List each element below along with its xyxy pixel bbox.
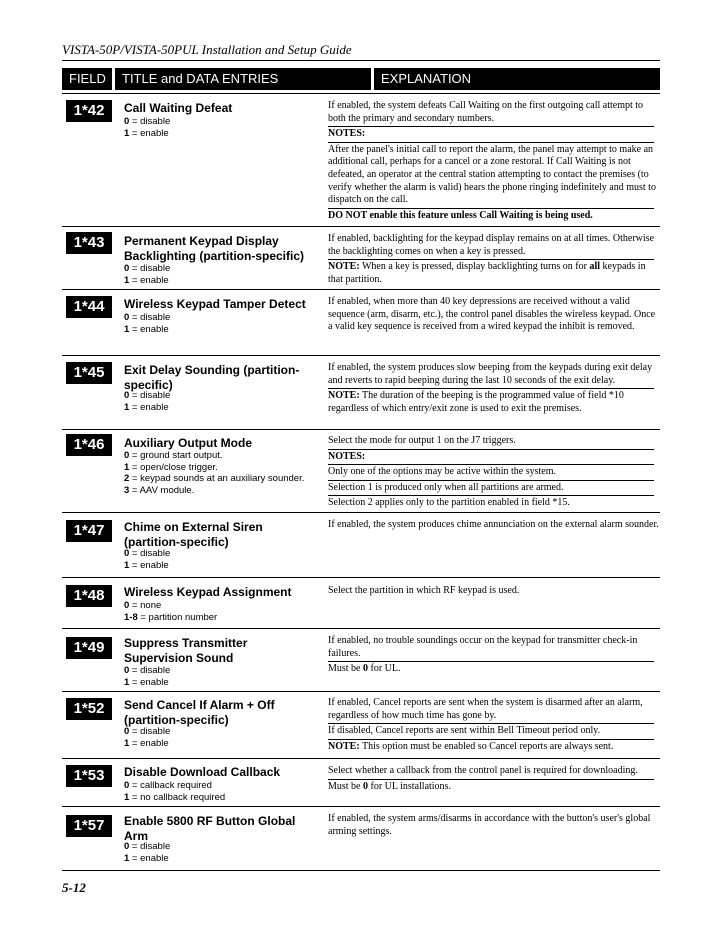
option: 0 = disable [124, 726, 171, 737]
entry-title: Suppress Transmitter Supervision Sound [124, 636, 248, 665]
row-separator [62, 691, 660, 692]
option: 1-8 = partition number [124, 611, 218, 623]
entry-title: Exit Delay Sounding (partition-specific) [124, 363, 300, 392]
field-number: 1*43 [66, 232, 112, 254]
option: 1 = open/close trigger. [124, 461, 218, 473]
option: 1 = enable [124, 676, 169, 688]
entry-options [124, 116, 324, 139]
column-header-field: FIELD [62, 68, 112, 90]
entry-options [124, 841, 324, 864]
row-separator [62, 512, 660, 513]
field-number: 1*52 [66, 698, 112, 720]
option: 0 = disable [124, 548, 171, 559]
entry-explanation: If enabled, backlighting for the keypad display remains on at all times. Otherwise the backlighting comes on when a key is pressed. NOTE: When a key is pressed, display backlighting turns on for all keypads in that partition. [328, 233, 655, 285]
table-header [62, 68, 660, 90]
page-header: VISTA-50P/VISTA-50PUL Installation and Setup Guide [62, 42, 352, 57]
option: 1 = enable [124, 401, 169, 413]
row-separator [62, 758, 660, 759]
entry-title: Wireless Keypad Assignment [124, 585, 292, 599]
option: 1 = enable [124, 737, 169, 749]
column-header-explanation: EXPLANATION [374, 68, 660, 90]
option: 3 = AAV module. [124, 485, 195, 497]
entry-title: Wireless Keypad Tamper Detect [124, 297, 306, 311]
option: 0 = disable [124, 665, 171, 676]
option: 1 = enable [124, 559, 169, 571]
page-number: 5-12 [62, 880, 86, 895]
field-number: 1*46 [66, 434, 112, 456]
entry-options [124, 263, 324, 286]
entry-options [124, 780, 324, 803]
row-separator [62, 628, 660, 629]
option: 0 = ground start output. [124, 450, 223, 461]
footer-rule [62, 870, 660, 871]
field-number: 1*44 [66, 296, 112, 318]
entry-title: Auxiliary Output Mode [124, 436, 253, 450]
option: 1 = enable [124, 323, 169, 335]
option: 0 = callback required [124, 780, 212, 791]
entry-options [124, 665, 324, 688]
entry-title: Send Cancel If Alarm + Off (partition-specific) [124, 698, 275, 727]
entry-explanation: If enabled, no trouble soundings occur on the keypad for transmitter check-in failures. Must be 0 for UL. [328, 635, 660, 676]
option: 1 = enable [124, 274, 169, 286]
option: 0 = disable [124, 116, 171, 127]
row-separator [62, 577, 660, 578]
entry-explanation: Select the mode for output 1 on the J7 triggers. NOTES: Only one of the options may be active within the system. Selection 1 is produced only when all partitions are armed. Selection 2 applies only to the partition enabled in field *15. [328, 435, 660, 510]
entry-options [124, 390, 324, 413]
field-number: 1*47 [66, 520, 112, 542]
row-separator [62, 355, 660, 356]
entry-options [124, 600, 324, 623]
field-number: 1*42 [66, 100, 112, 122]
field-number: 1*57 [66, 815, 112, 837]
entry-explanation: Select the partition in which RF keypad is used. [328, 585, 520, 596]
option: 1 = enable [124, 852, 169, 864]
entry-options [124, 450, 324, 497]
entry-explanation: If enabled, the system arms/disarms in accordance with the button's user's global arming settings. [328, 813, 651, 837]
entry-title: Call Waiting Defeat [124, 101, 233, 115]
entry-title: Disable Download Callback [124, 765, 281, 779]
option: 0 = disable [124, 390, 171, 401]
entry-title: Enable 5800 RF Button Global Arm [124, 814, 296, 843]
option: 0 = disable [124, 841, 171, 852]
option: 2 = keypad sounds at an auxiliary sounder. [124, 473, 305, 485]
entry-options [124, 312, 324, 335]
entry-explanation: If enabled, the system produces chime annunciation on the external alarm sounder. [328, 519, 659, 530]
entry-explanation: If enabled, when more than 40 key depressions are received without a valid sequence (arm, disarm, etc.), the control panel disables the wireless keypad. Once a valid key sequence is received from a wired keypad the inhibit is removed. [328, 296, 656, 333]
entry-title: Permanent Keypad Display Backlighting (partition-specific) [124, 234, 305, 263]
header-rule [62, 60, 660, 61]
entry-explanation: If enabled, Cancel reports are sent when the system is disarmed after an alarm, regardless of how much time has gone by. If disabled, Cancel reports are sent within Bell Timeout period only. NOTE: This option must be enabled so Cancel reports are always sent. [328, 697, 660, 753]
entry-options [124, 726, 324, 749]
entry-title: Chime on External Siren (partition-specific) [124, 520, 263, 549]
entry-explanation: Select whether a callback from the control panel is required for downloading. Must be 0 for UL installations. [328, 765, 660, 793]
option: 0 = disable [124, 312, 171, 323]
column-header-title: TITLE and DATA ENTRIES [115, 68, 371, 90]
row-separator [62, 226, 660, 227]
option: 1 = enable [124, 127, 169, 139]
field-number: 1*53 [66, 765, 112, 787]
option: 1 = no callback required [124, 791, 226, 803]
row-separator [62, 429, 660, 430]
field-number: 1*49 [66, 637, 112, 659]
row-separator [62, 289, 660, 290]
row-separator [62, 806, 660, 807]
entry-explanation: If enabled, the system defeats Call Waiting on the first outgoing call attempt to both the primary and secondary numbers. NOTES: After the panel's initial call to report the alarm, the panel may attempt to make an additional call, perhaps for a cancel or a zone restoral. If Call Waiting is not defeated, an operator at the central station attempting to contact the premises (to verify whether the alarm is valid) hears the phone ringing indefinitely and must to dispatch on the call. DO NOT enable this feature unless Call Waiting is being used. [328, 100, 656, 221]
field-number: 1*48 [66, 585, 112, 607]
entry-options [124, 548, 324, 571]
entry-explanation: If enabled, the system produces slow beeping from the keypads during exit delay and reverts to rapid beeping during the last 10 seconds of the exit delay. NOTE: The duration of the beeping is the programmed value of field *10 regardless of which entry/exit zone is used to exit the premises. [328, 362, 653, 414]
option: 0 = none [124, 600, 162, 611]
row-separator [62, 93, 660, 94]
option: 0 = disable [124, 263, 171, 274]
field-number: 1*45 [66, 362, 112, 384]
